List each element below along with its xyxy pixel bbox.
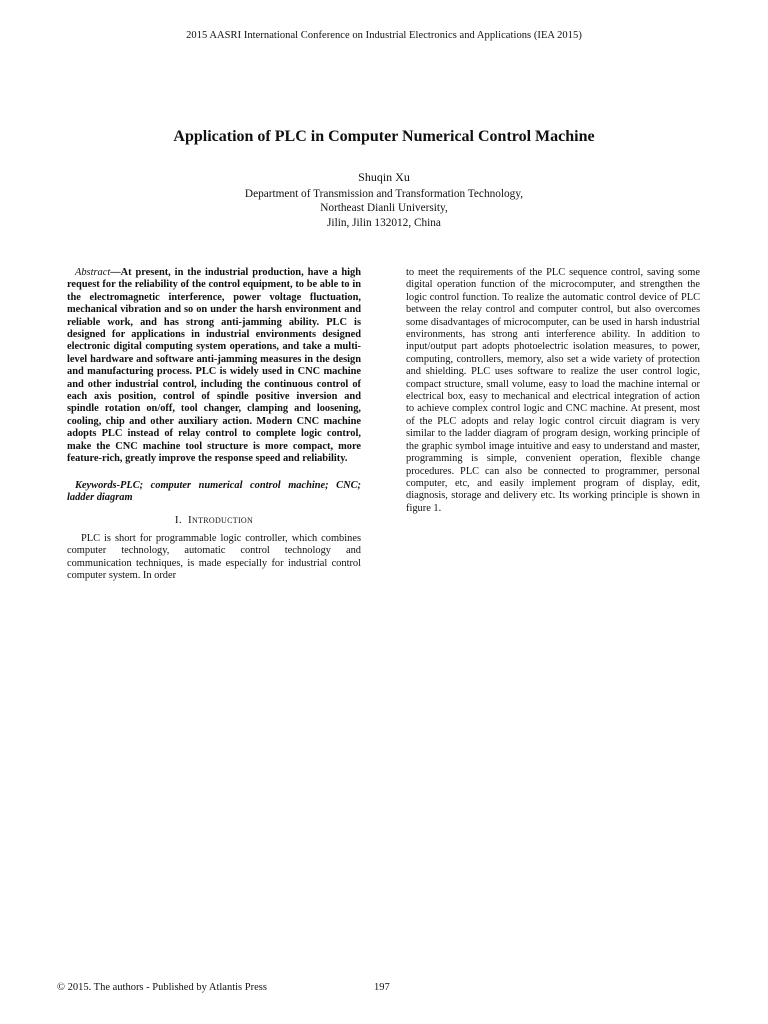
right-column bbox=[406, 267, 700, 515]
copyright-notice: © 2015. The authors - Published by Atlantis Press bbox=[57, 982, 267, 993]
section-number: I. bbox=[174, 514, 182, 527]
abstract-label: Abstract bbox=[75, 267, 111, 278]
section-heading bbox=[67, 514, 361, 526]
keywords: Keywords-PLC; computer numerical control machine; CNC; ladder diagram bbox=[67, 479, 361, 503]
affiliation-line: Department of Transmission and Transformation Technology, bbox=[244, 187, 524, 200]
affiliation-line: Jilin, Jilin 132012, China bbox=[327, 216, 441, 229]
section-title: Introduction bbox=[188, 514, 254, 527]
affiliation-line: Northeast Dianli University, bbox=[320, 202, 448, 214]
conference-header: 2015 AASRI International Conference on Industrial Electronics and Applications (IEA 2015) bbox=[186, 30, 582, 41]
left-column bbox=[67, 267, 361, 582]
page-number: 197 bbox=[374, 982, 390, 993]
abstract-text: —At present, in the industrial production, have a high request for the reliability of the control equipment, to be able to in the electromagnetic interference, power voltage fluctuation, mechanical vibration and so on under the harsh environment and reliable work, and has strong anti-jamming ability. PLC is designed for applications in industrial environments designed electronic digital computing system operations, and take a multi-level hardware and software anti-jamming measures in the design and manufacturing process. PLC is widely used in CNC machine and other industrial control, including the continuous control of each axis position, control of spindle positive inversion and spindle rotation on/off, tool changer, clamping and loosening, cooling, chip and other auxiliary action. Modern CNC machine adopts PLC instead of relay control to complete logic control, make the CNC machine tool structure is more compact, more feature-rich, greatly improve the response speed and reliability. bbox=[67, 267, 361, 465]
intro-paragraph: PLC is short for programmable logic controller, which combines computer technology, automatic control technology and communication techniques, is made especially for industrial control computer system. In order bbox=[67, 532, 361, 581]
author-block bbox=[0, 170, 768, 230]
abstract bbox=[67, 267, 361, 466]
paper-title: Application of PLC in Computer Numerical Control Machine bbox=[173, 128, 595, 145]
author-name: Shuqin Xu bbox=[358, 170, 410, 184]
intro-paragraph-continued: to meet the requirements of the PLC sequence control, saving some digital operation function of the microcomputer, and strengthen the logic control function. To realize the automatic control device of PLC between the relay control and computer control, but also overcomes some disadvantages of microcomputer, can be used in harsh industrial environments, has strong anti interference ability. In addition to input/output part adopts photoelectric isolation measures, to power, computing, controllers, memory, also set a wide variety of protection and shielding. PLC uses software to realize the user control logic, compact structure, small volume, easy to load the machine internal or electrical box, easy to mechanical and electrical integration of action to achieve complex control logic and CNC machine. At present, most of the PLC adopts and relay logic control circuit diagram is very similar to the ladder diagram of program design, working principle of the graphic symbol image intuitive and easy to understand and master, programming is simple, convenient operation, flexible change procedures. PLC can also be connected to programmer, personal computer, etc, and easily implement program of display, edit, diagnosis, storage and delivery etc. Its working principle is shown in figure 1. bbox=[406, 267, 700, 514]
